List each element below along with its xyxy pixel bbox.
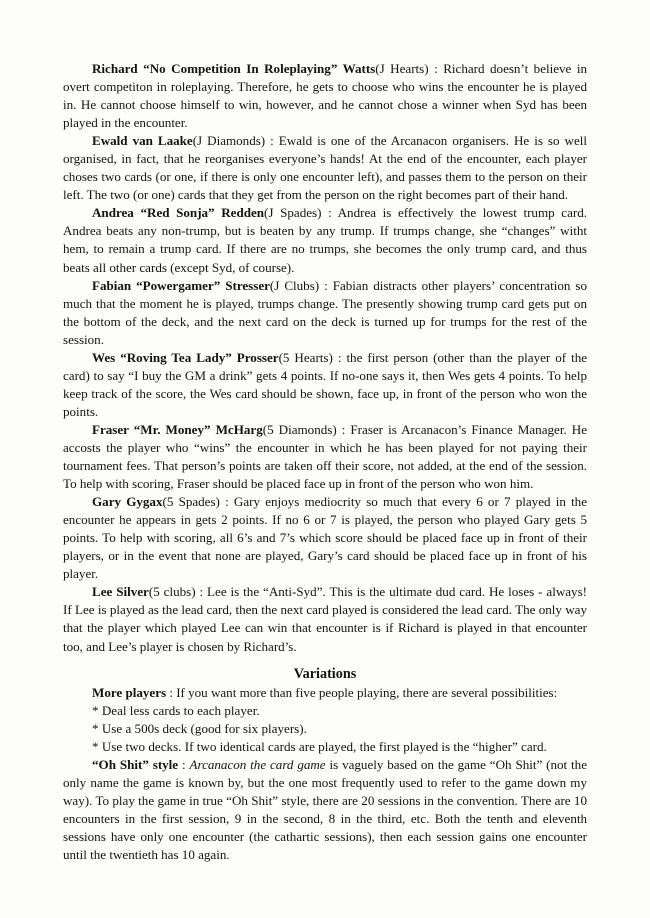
card-entry-wes-prosser [63, 349, 587, 421]
card-entry-card: (5 Hearts) [278, 349, 333, 365]
page-text-column [63, 60, 587, 864]
game-title-italic: Arcanacon the card game [189, 756, 326, 772]
card-entry-separator: : [332, 349, 347, 365]
card-entry-name: Fraser “Mr. Money” McHarg [92, 421, 263, 437]
card-entry-card: (J Hearts) [375, 61, 429, 76]
card-entry-name: Lee Silver [92, 584, 149, 600]
card-entry-separator: : [195, 584, 208, 600]
card-entry-card: (J Clubs) [269, 277, 320, 293]
variation-bullet-item: * Deal less cards to each player. [92, 702, 260, 718]
card-entry-richard-watts [63, 60, 587, 132]
card-entry-separator: : [336, 421, 351, 437]
card-entry-body: Lee is the “Anti-Syd”. This is the ultimate dud card. He loses - always! If Lee is played as the lead card, then the next card played is considered the lead card. The only way that the player which played Lee can win that encounter is if Richard is played in that encounter too, and Lee’s player is chosen by Richard’s. [63, 584, 587, 654]
card-entry-card: (5 clubs) [148, 584, 196, 600]
card-entry-body: Fabian distracts other players’ concentration so much that the moment he is played, trumps change. The presently showing trump card gets put on the bottom of the deck, and the next card on the deck is turned up for trumps for the rest of the session. [63, 277, 587, 347]
card-entry-card: (5 Diamonds) [262, 421, 337, 437]
variation-bullet-item: * Use two decks. If two identical cards are played, the first played is the “higher” card. [92, 738, 547, 754]
card-entry-fabian-stresser [63, 277, 587, 349]
variation-intro: If you want more than five people playing, there are several possibilities: [176, 684, 558, 700]
card-entry-lee-silver [63, 583, 587, 655]
card-entry-body: the first person (other than the player of the card) to say “I buy the GM a drink” gets 4 points. If no-one says it, then Wes gets 4 points. To help keep track of the score, the Wes card should be shown, face up, in front of the person who won the points. [63, 349, 588, 419]
card-entry-body: Ewald is one of the Arcanacon organisers. He is so well organised, in fact, that he reorganises everyone’s hands! At the end of the encounter, each player choses two cards (or one, if there is only one encounter left), and passes them to the person on their left. The two (or one) cards that they get from the person on the right becomes part of their hand. [63, 133, 587, 203]
variation-label: More players [92, 684, 167, 700]
card-entry-ewald-van-laake [63, 132, 587, 204]
card-entry-card: (J Diamonds) [192, 133, 266, 149]
card-entry-body: Richard doesn’t believe in overt competiton in roleplaying. Therefore, he gets to choose who wins the encounter he is played in. He cannot choose himself to win, however, and he cannot chose a winner when Syd has been played in the encounter. [63, 61, 587, 131]
card-entry-andrea-redden [63, 204, 587, 276]
card-entry-body: Gary enjoys mediocrity so much that every 6 or 7 played in the encounter he appears in gets 2 points. If no 6 or 7 is played, the person who played Gary gets 5 points. To help with scoring, all 6’s and 7’s which score should be placed face up in front of their players, or in the event that none are played, Gary’s card should be placed face up in front of his player. [63, 494, 588, 582]
card-entry-card: (5 Spades) [162, 494, 220, 510]
card-entry-separator: : [219, 494, 234, 510]
variation-label: “Oh Shit” style [92, 756, 179, 772]
card-entry-name: Richard “No Competition In Roleplaying” Watts [92, 61, 376, 76]
card-entry-separator: : [428, 61, 444, 76]
variation-more-players [63, 684, 587, 702]
card-entry-separator: : [265, 133, 279, 149]
variation-separator: : [178, 756, 190, 772]
card-entry-body: Fraser is Arcanacon’s Finance Manager. He accosts the player who “wins” the encounter in which he has been played for not paying their tournament fees. That person’s points are taken off their score, not added, at the end of the session. To help with scoring, Fraser should be placed face up in front of the person who won him. [63, 421, 587, 492]
card-entry-name: Andrea “Red Sonja” Redden [92, 205, 265, 221]
card-entry-name: Ewald van Laake [92, 133, 193, 149]
variations-heading: Variations [293, 665, 357, 682]
card-entry-name: Wes “Roving Tea Lady” Prosser [92, 349, 279, 365]
card-entry-card: (J Spades) [264, 205, 322, 221]
card-entry-gary-gygax [63, 493, 587, 583]
card-entry-separator: : [319, 277, 333, 293]
card-entry-separator: : [321, 205, 338, 221]
card-entry-body: Andrea is effectively the lowest trump card. Andrea beats any non-trump, but is beaten by any trump. If trumps change, she “changes” witht hem, to remain a trump card. If there are no trumps, she becomes the only trump card, and thus beats all other cards (except Syd, of course). [63, 205, 587, 275]
card-entry-name: Gary Gygax [92, 494, 163, 510]
card-entry-fraser-mcharg [63, 421, 587, 493]
variation-oh-shit-style [63, 756, 587, 864]
variation-separator: : [166, 684, 177, 700]
variation-bullet-item: * Use a 500s deck (good for six players). [92, 720, 307, 736]
card-entry-name: Fabian “Powergamer” Stresser [92, 277, 270, 293]
variation-body: is vaguely based on the game “Oh Shit” (not the only name the game is known by, but the one most frequently used to refer to the game down my way). To play the game in true “Oh Shit” style, there are 20 sessions in the convention. There are 10 encounters in the first session, 9 in the second, 8 in the third, etc. Both the tenth and eleventh sessions have only one encounter (the cathartic sessions), then each session gains one encounter until the twentieth has 10 again. [63, 756, 587, 863]
